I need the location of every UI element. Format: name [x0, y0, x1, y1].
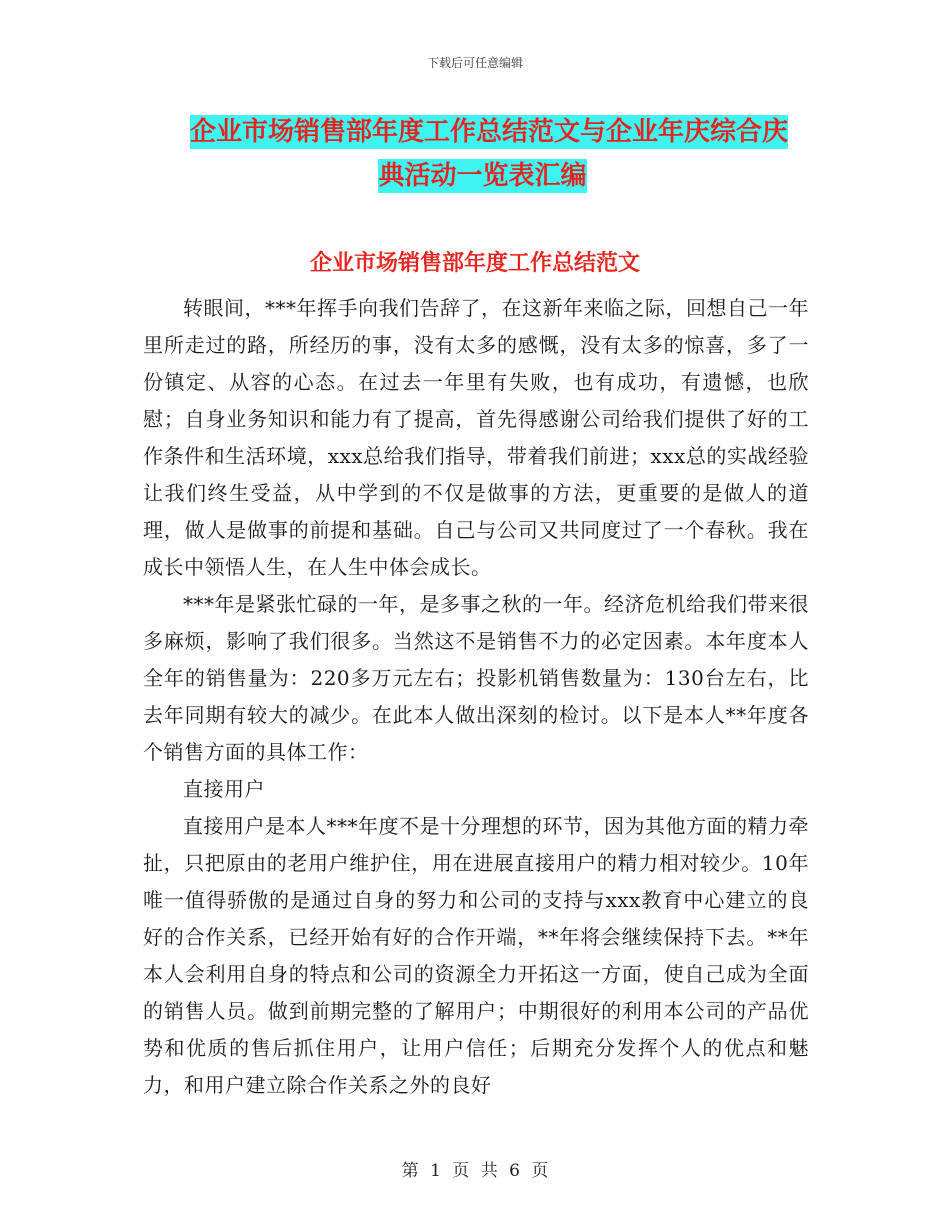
paragraph: ***年是紧张忙碌的一年，是多事之秋的一年。经济危机给我们带来很多麻烦，影响了我们很多。当然这不是销售不力的必定因素。本年度本人全年的销售量为：220多万元左右；投影机销售数量为：130台左右，比去年同期有较大的减少。在此本人做出深刻的检讨。以下是本人**年度各个销售方面的具体工作：: [143, 592, 809, 764]
page-footer: 第 1 页 共 6 页: [401, 1161, 549, 1181]
document-body: [143, 290, 809, 1104]
paragraph: 直接用户是本人***年度不是十分理想的环节，因为其他方面的精力牵扯，只把原由的老用户维护住，用在进展直接用户的精力相对较少。10年唯一值得骄傲的是通过自身的努力和公司的支持与xxx教育中心建立的良好的合作关系，已经开始有好的合作开端，**年将会继续保持下去。**年本人会利用自身的特点和公司的资源全力开拓这一方面，使自己成为全面的销售人员。做到前期完整的了解用户；中期很好的利用本公司的产品优势和优质的售后抓住用户，让用户信任；后期充分发挥个人的优点和魅力，和用户建立除合作关系之外的良好: [143, 814, 809, 1097]
header-note: 下载后可任意编辑: [426, 56, 523, 70]
subheading-paragraph: 直接用户: [183, 777, 265, 801]
document-title: [190, 110, 810, 198]
title-line-1: 企业市场销售部年度工作总结范文与企业年庆综合庆: [190, 117, 789, 147]
title-line-2: 典活动一览表汇编: [378, 161, 587, 191]
section-title: 企业市场销售部年度工作总结范文: [309, 250, 640, 276]
paragraph: 转眼间，***年挥手向我们告辞了，在这新年来临之际，回想自己一年里所走过的路，所经历的事，没有太多的感慨，没有太多的惊喜，多了一份镇定、从容的心态。在过去一年里有失败，也有成功，有遗憾，也欣慰；自身业务知识和能力有了提高，首先得感谢公司给我们提供了好的工作条件和生活环境，xxx总给我们指导，带着我们前进；xxx总的实战经验让我们终生受益，从中学到的不仅是做事的方法，更重要的是做人的道理，做人是做事的前提和基础。自己与公司又共同度过了一个春秋。我在成长中领悟人生，在人生中体会成长。: [143, 296, 809, 579]
